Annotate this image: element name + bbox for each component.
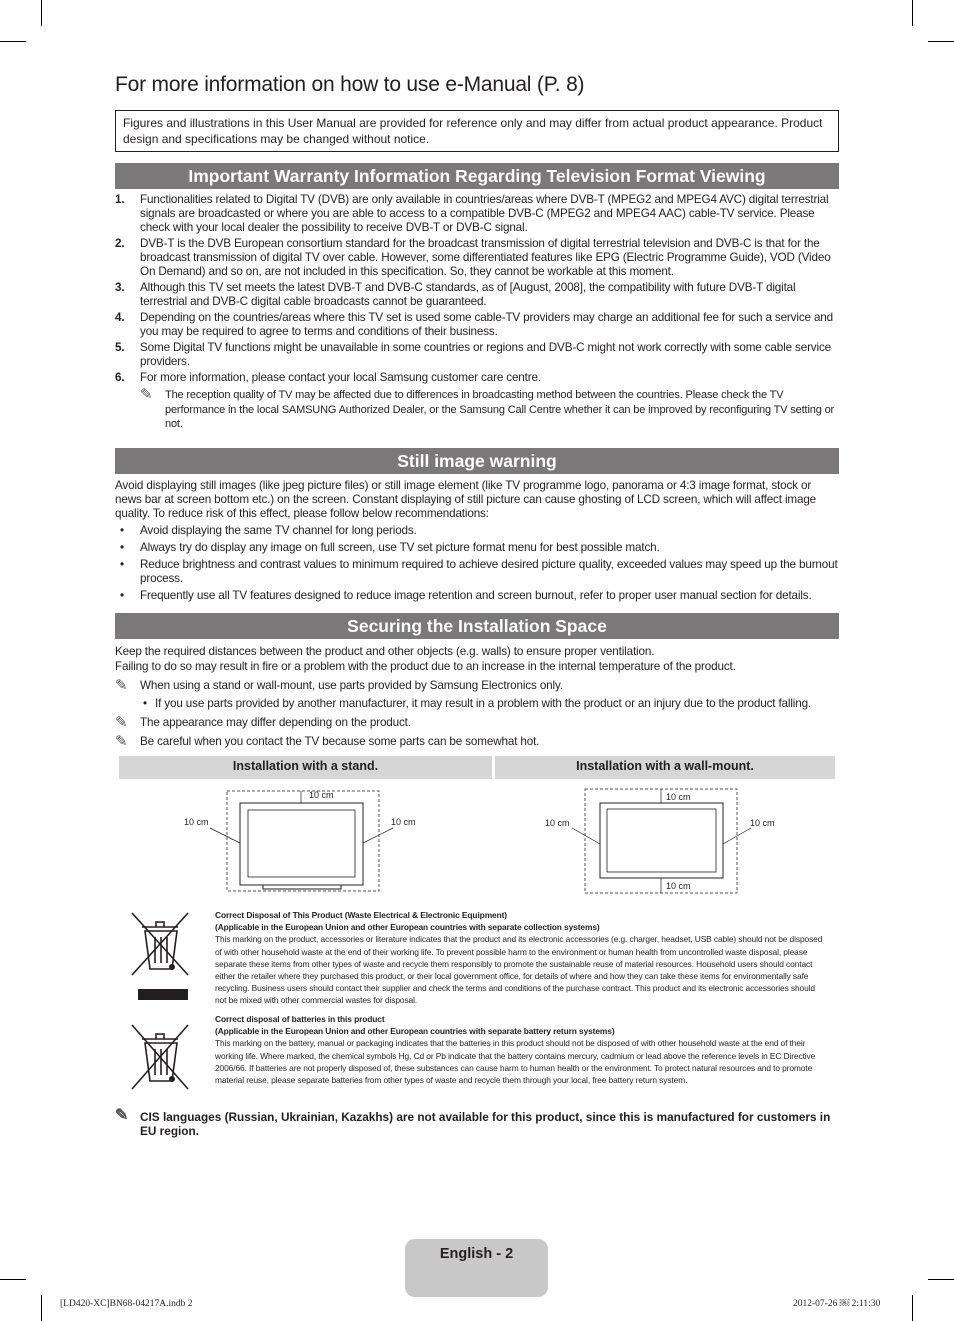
warranty-heading: Important Warranty Information Regarding Television Format Viewing xyxy=(115,163,839,189)
pencil-note-icon: ✎ xyxy=(115,677,128,694)
installation-note: ✎ When using a stand or wall-mount, use parts provided by Samsung Electronics only. xyxy=(115,677,563,694)
footer-timestamp: 2012-07-26 ￼ 2:11:30 xyxy=(793,1299,881,1309)
installation-intro: Keep the required distances between the product and other objects (e.g. walls) to ensure proper ventilation. xyxy=(115,645,655,658)
cis-note: ✎ CIS languages (Russian, Ukrainian, Kazakhs) are not available for this product, since this is manufactured for customers in EU region. xyxy=(115,1107,831,1138)
wall-column-header: Installation with a wall-mount. xyxy=(495,756,835,779)
disclaimer-box: Figures and illustrations in this User Manual are provided for reference only and may differ from actual product appearance. Product design and specifications may be changed without notice. xyxy=(115,110,839,152)
list-item: • Reduce brightness and contrast values to minimum required to achieve desired picture quality, exceeded values may speed up the burnout process. xyxy=(120,558,838,585)
crop-mark xyxy=(0,41,26,42)
page-title: For more information on how to use e-Manual (P. 8) xyxy=(115,73,585,96)
crop-mark xyxy=(928,1279,954,1280)
list-item: • Frequently use all TV features designed to reduce image retention and screen burnout, refer to proper user manual section for details. xyxy=(120,589,812,602)
weee-body: This marking on the product, accessories or literature indicates that the product and its electronic accessories (e.g. charger, headset, USB cable) should not be disposed of with other household waste at the end of their working life. To prevent possible harm to the environment or human health from uncontrolled waste disposal, please separate these items from other types of waste and recycle them responsibly to promote the sustainable reuse of material resources. Household users should contact either the retailer where they purchased this product, or their local government office, for details of where and how they can take these items for environmentally safe recycling. Business users should contact their supplier and check the terms and conditions of the purchase contract. This product and its electronic accessories should not be mixed with other commercial wastes for disposal. xyxy=(215,934,823,1006)
pencil-note-icon: ✎ xyxy=(115,713,128,731)
list-item: 1. Functionalities related to Digital TV (DVB) are only available in countries/areas where DVB-T (MPEG2 and MPEG4 AVC) digital terrestrial signals are broadcasted or where you are able to access to a compatible DVB-C (MPEG2 and MPEG4 AAC) cable-TV service. Please check with your local dealer the possibility to receive DVB-T or DVB-C signal. xyxy=(115,193,829,234)
list-item: 4. Depending on the countries/areas where this TV set is used some cable-TV providers may charge an additional fee for such a service and you may be required to agree to terms and conditions of their business. xyxy=(115,311,834,338)
dist-label-top: 10 cm xyxy=(666,792,691,802)
stand-clearance-diagram xyxy=(175,786,435,894)
list-item: • Avoid displaying the same TV channel for long periods. xyxy=(120,524,417,537)
dist-label-left: 10 cm xyxy=(184,817,209,827)
wall-clearance-diagram xyxy=(540,786,785,896)
list-item: 6. For more information, please contact your local Samsung customer care centre. xyxy=(115,371,541,384)
list-item: 5. Some Digital TV functions might be unavailable in some countries or regions and DVB-C might not work correctly with some cable service providers. xyxy=(115,341,831,368)
pencil-note-icon: ✎ xyxy=(140,386,153,403)
installation-heading: Securing the Installation Space xyxy=(115,613,839,639)
crossed-out-bin-battery-icon xyxy=(128,1023,192,1095)
stand-column-header: Installation with a stand. xyxy=(119,756,492,779)
weee-disposal-text xyxy=(215,909,827,1007)
list-item: 3. Although this TV set meets the latest DVB-T and DVB-C standards, as of [August, 2008], the compatibility with future DVB-T digital terrestrial and DVB-C digital cable broadcasts cannot be guaranteed. xyxy=(115,281,796,308)
installation-note: ✎ Be careful when you contact the TV because some parts can be somewhat hot. xyxy=(115,733,540,750)
installation-section xyxy=(115,645,839,750)
dist-label-left: 10 cm xyxy=(545,818,570,828)
footer-file-info: [LD420-XC]BN68-04217A.indb 2 xyxy=(60,1299,193,1309)
crop-mark xyxy=(912,0,913,26)
crossed-out-wheelie-bin-icon xyxy=(128,909,192,1003)
pencil-note-icon: ✎ xyxy=(115,733,128,750)
still-image-section xyxy=(115,479,839,603)
installation-intro: Failing to do so may result in fire or a problem with the product due to an increase in the internal temperature of the product. xyxy=(115,660,736,673)
page-number-tab: English - 2 xyxy=(405,1239,548,1297)
dist-label-right: 10 cm xyxy=(391,817,416,827)
crop-mark xyxy=(41,0,42,26)
dist-label-top: 10 cm xyxy=(309,790,334,800)
still-image-intro: Avoid displaying still images (like jpeg picture files) or still image element (like TV programme logo, panorama or 4:3 image format, stock or news bar at screen bottom etc.) on the screen. Constant displaying of still picture can cause ghosting of LCD screen, which will affect image quality. To reduce risk of this effect, please follow below recommendations: xyxy=(115,479,817,520)
crop-mark xyxy=(912,1295,913,1321)
dist-label-right: 10 cm xyxy=(750,818,775,828)
battery-subtitle: (Applicable in the European Union and other European countries with separate battery return systems) xyxy=(215,1026,615,1037)
battery-title: Correct disposal of batteries in this product xyxy=(215,1014,385,1024)
list-item: • If you use parts provided by another manufacturer, it may result in a problem with the product or an injury due to the product falling. xyxy=(143,696,812,710)
warranty-note: ✎ The reception quality of TV may be affected due to differences in broadcasting method between the countries. Please check the TV performance in the local SAMSUNG Authorized Dealer, or the Samsung Call Centre whether it can be improved by reconfiguring TV setting or not. xyxy=(140,386,835,430)
installation-note: ✎ The appearance may differ depending on the product. xyxy=(115,713,411,731)
weee-title: Correct Disposal of This Product (Waste Electrical & Electronic Equipment) xyxy=(215,910,507,920)
crop-mark xyxy=(928,41,954,42)
pencil-note-icon: ✎ xyxy=(115,1107,129,1124)
crop-mark xyxy=(41,1295,42,1321)
dist-label-bottom: 10 cm xyxy=(666,881,691,891)
battery-body: This marking on the battery, manual or packaging indicates that the batteries in this product should not be disposed of with other household waste at the end of their working life. Where marked, the chemical symbols Hg, Cd or Pb indicate that the battery contains mercury, cadmium or lead above the reference levels in EC Directive 2006/66. If batteries are not properly disposed of, these substances can cause harm to human health or the environment. To protect natural resources and to promote material reuse, please separate batteries from other types of waste and recycle them through your local, free battery return system. xyxy=(215,1038,816,1086)
warranty-list xyxy=(115,193,840,434)
battery-disposal-text xyxy=(215,1013,827,1086)
still-image-heading: Still image warning xyxy=(115,448,839,474)
weee-subtitle: (Applicable in the European Union and other European countries with separate collection systems) xyxy=(215,922,600,933)
crop-mark xyxy=(0,1279,26,1280)
list-item: • Always try do display any image on full screen, use TV set picture format menu for best possible match. xyxy=(120,541,660,554)
list-item: 2. DVB-T is the DVB European consortium standard for the broadcast transmission of digital terrestrial television and DVB-C is that for the broadcast transmission of digital TV over cable. However, some differentiated features like EPG (Electric Programme Guide), VOD (Video On Demand) and so on, are not included in this specification. So, they cannot be workable at this moment. xyxy=(115,237,831,278)
